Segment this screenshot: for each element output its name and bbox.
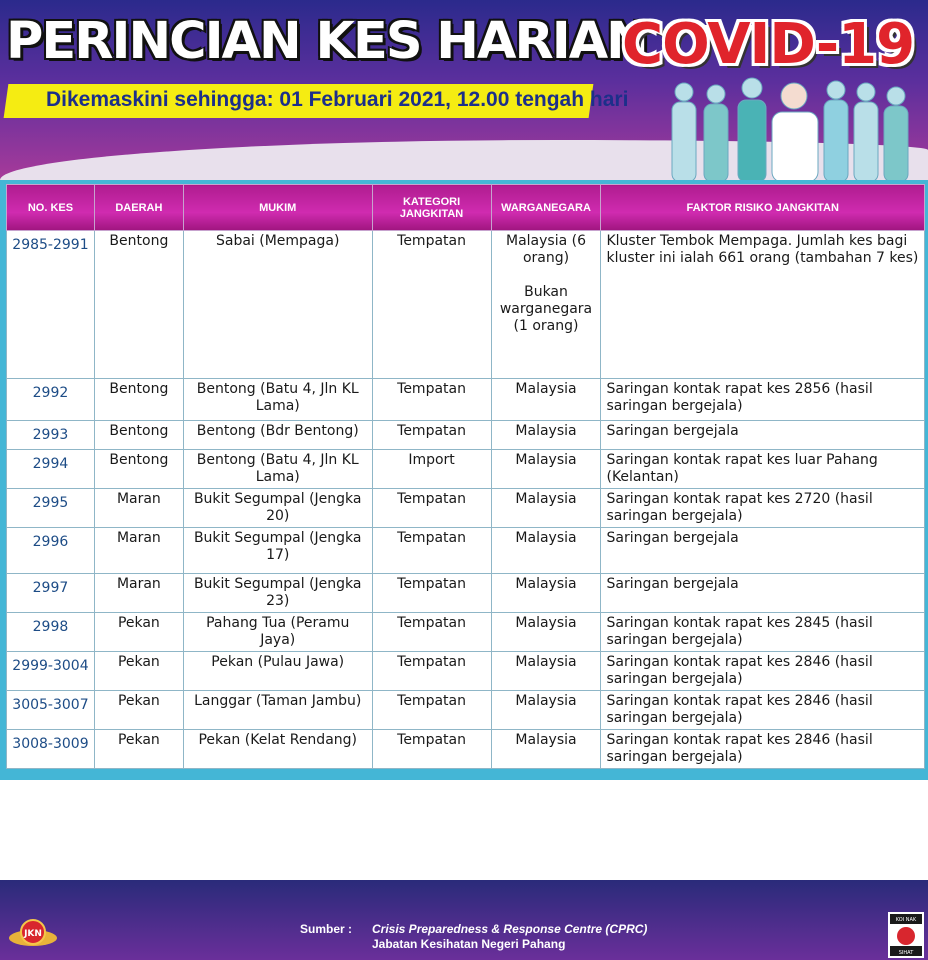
cell-mukim: Bukit Segumpal (Jengka 23) (183, 574, 372, 613)
table-row (7, 574, 925, 613)
worker-figure (672, 78, 908, 182)
col-header-faktor-risiko: FAKTOR RISIKO JANGKITAN (601, 185, 925, 231)
table-row (7, 691, 925, 730)
cell-faktor-risiko: Saringan kontak rapat kes 2846 (hasil saringan bergejala) (601, 652, 925, 691)
cell-no-kes: 2996 (7, 528, 95, 574)
col-header-warganegara: WARGANEGARA (491, 185, 601, 231)
cell-mukim: Pekan (Pulau Jawa) (183, 652, 372, 691)
cell-faktor-risiko: Saringan kontak rapat kes 2846 (hasil saringan bergejala) (601, 730, 925, 769)
cell-daerah: Maran (94, 574, 183, 613)
cell-mukim: Pahang Tua (Peramu Jaya) (183, 613, 372, 652)
table-row (7, 613, 925, 652)
jkn-logo (6, 916, 60, 952)
koi-nak-sihat-logo (888, 912, 924, 958)
cell-kategori: Tempatan (372, 489, 491, 528)
cell-no-kes: 2999-3004 (7, 652, 95, 691)
cell-warganegara: Malaysia (491, 421, 601, 450)
cell-kategori: Tempatan (372, 730, 491, 769)
cell-daerah: Pekan (94, 730, 183, 769)
cell-kategori: Tempatan (372, 691, 491, 730)
covid-title: COVID-19 (622, 12, 915, 77)
col-header-kategori: KATEGORI JANGKITAN (372, 185, 491, 231)
cell-faktor-risiko: Kluster Tembok Mempaga. Jumlah kes bagi kluster ini ialah 661 orang (tambahan 7 kes) (601, 231, 925, 379)
table-row (7, 379, 925, 421)
cases-table (6, 184, 925, 769)
cases-table-container (0, 180, 928, 780)
table-row (7, 231, 925, 379)
cell-no-kes: 3005-3007 (7, 691, 95, 730)
table-row (7, 730, 925, 769)
source-line-1: Crisis Preparedness & Response Centre (CPRC) (372, 922, 648, 936)
source-line-2: Jabatan Kesihatan Negeri Pahang (372, 937, 566, 951)
svg-text:JKN: JKN (24, 929, 42, 939)
cell-no-kes: 2993 (7, 421, 95, 450)
table-row (7, 489, 925, 528)
cell-faktor-risiko: Saringan kontak rapat kes luar Pahang (Kelantan) (601, 450, 925, 489)
cell-daerah: Bentong (94, 231, 183, 379)
cell-warganegara: Malaysia (491, 489, 601, 528)
cell-faktor-risiko: Saringan bergejala (601, 528, 925, 574)
table-row (7, 450, 925, 489)
source-label: Sumber : (300, 922, 353, 936)
table-header-row (7, 185, 925, 231)
cell-mukim: Bentong (Bdr Bentong) (183, 421, 372, 450)
cell-mukim: Bentong (Batu 4, Jln KL Lama) (183, 450, 372, 489)
cell-mukim: Bukit Segumpal (Jengka 17) (183, 528, 372, 574)
cell-kategori: Tempatan (372, 231, 491, 379)
cell-no-kes: 2985-2991 (7, 231, 95, 379)
col-header-mukim: MUKIM (183, 185, 372, 231)
cell-daerah: Pekan (94, 652, 183, 691)
cell-daerah: Bentong (94, 421, 183, 450)
cell-faktor-risiko: Saringan kontak rapat kes 2845 (hasil saringan bergejala) (601, 613, 925, 652)
cell-warganegara: Malaysia (6 orang) Bukan warganegara (1 orang) (491, 231, 601, 379)
cell-warganegara: Malaysia (491, 574, 601, 613)
cell-warganegara: Malaysia (491, 652, 601, 691)
healthcare-workers-illustration (664, 74, 914, 186)
cell-faktor-risiko: Saringan kontak rapat kes 2846 (hasil saringan bergejala) (601, 691, 925, 730)
cell-daerah: Maran (94, 528, 183, 574)
cell-kategori: Tempatan (372, 574, 491, 613)
table-row (7, 652, 925, 691)
col-header-daerah: DAERAH (94, 185, 183, 231)
cell-mukim: Langgar (Taman Jambu) (183, 691, 372, 730)
svg-text:SIHAT: SIHAT (898, 950, 914, 956)
cell-no-kes: 2992 (7, 379, 95, 421)
cell-mukim: Bentong (Batu 4, Jln KL Lama) (183, 379, 372, 421)
cell-no-kes: 2998 (7, 613, 95, 652)
svg-text:KOI NAK: KOI NAK (895, 917, 917, 923)
cell-warganegara: Malaysia (491, 613, 601, 652)
cell-kategori: Tempatan (372, 421, 491, 450)
cell-kategori: Import (372, 450, 491, 489)
cell-faktor-risiko: Saringan kontak rapat kes 2856 (hasil saringan bergejala) (601, 379, 925, 421)
cell-no-kes: 3008-3009 (7, 730, 95, 769)
cell-warganegara: Malaysia (491, 528, 601, 574)
cell-mukim: Pekan (Kelat Rendang) (183, 730, 372, 769)
cell-warganegara: Malaysia (491, 730, 601, 769)
cell-warganegara: Malaysia (491, 379, 601, 421)
cell-kategori: Tempatan (372, 379, 491, 421)
cell-daerah: Bentong (94, 379, 183, 421)
cell-no-kes: 2994 (7, 450, 95, 489)
table-row (7, 528, 925, 574)
page-title: PERINCIAN KES HARIAN (6, 12, 647, 71)
cell-mukim: Sabai (Mempaga) (183, 231, 372, 379)
cell-kategori: Tempatan (372, 528, 491, 574)
updated-text: Dikemaskini sehingga: 01 Februari 2021, 12.00 tengah hari (46, 88, 629, 111)
cell-kategori: Tempatan (372, 613, 491, 652)
cell-daerah: Bentong (94, 450, 183, 489)
cell-faktor-risiko: Saringan bergejala (601, 574, 925, 613)
cell-no-kes: 2995 (7, 489, 95, 528)
cell-no-kes: 2997 (7, 574, 95, 613)
table-row (7, 421, 925, 450)
cell-daerah: Pekan (94, 613, 183, 652)
cell-kategori: Tempatan (372, 652, 491, 691)
cell-mukim: Bukit Segumpal (Jengka 20) (183, 489, 372, 528)
cell-faktor-risiko: Saringan bergejala (601, 421, 925, 450)
cell-warganegara: Malaysia (491, 691, 601, 730)
cell-warganegara: Malaysia (491, 450, 601, 489)
cell-daerah: Pekan (94, 691, 183, 730)
cell-daerah: Maran (94, 489, 183, 528)
cell-faktor-risiko: Saringan kontak rapat kes 2720 (hasil saringan bergejala) (601, 489, 925, 528)
col-header-no-kes: NO. KES (7, 185, 95, 231)
